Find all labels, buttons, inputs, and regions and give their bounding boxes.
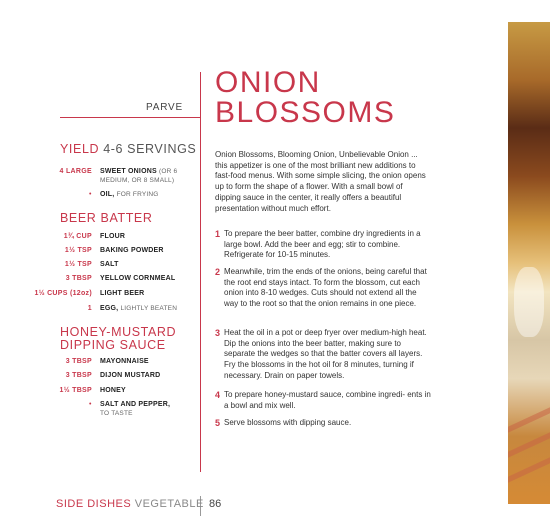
yield-value: 4-6 SERVINGS [103, 142, 197, 156]
sauce-heading [60, 326, 176, 352]
ingredient-qty: 4 LARGE [59, 168, 92, 175]
ingredient-name: BAKING POWDER [100, 247, 164, 254]
footer-subsection-label: VEGETABLE [134, 498, 204, 510]
photo-highlight [514, 267, 544, 337]
ingredient-name [100, 167, 198, 185]
ingredient-name [100, 304, 198, 313]
ingredient-name: MAYONNAISE [100, 358, 149, 365]
step-number: 1 [215, 229, 221, 239]
ingredient-name [100, 400, 198, 418]
step-text: To prepare honey-mustard sauce, combine ingredi- ents in a bowl and mix well. [224, 390, 431, 410]
step-number: 2 [215, 267, 221, 277]
ingredient-name-text: EGG, [100, 305, 119, 312]
ingredient-name: LIGHT BEER [100, 290, 145, 297]
step-text: To prepare the beer batter, combine dry ingredients in a large bowl. Add the beer and egg; stir to combine. Refrigerate for 10-15 minutes. [224, 229, 421, 260]
ingredient-name: DIJON MUSTARD [100, 372, 161, 379]
ingredient-note: TO TASTE [100, 410, 133, 417]
ingredient-qty: 1½ TSP [64, 247, 92, 254]
ingredient-name [100, 190, 198, 199]
category-label: PARVE [146, 102, 183, 113]
yield-heading [60, 143, 196, 156]
ingredient-qty: 1 [87, 305, 92, 312]
step-number: 5 [215, 418, 221, 428]
ingredient-qty: 3 TBSP [65, 358, 92, 365]
ingredient-qty: 3 TBSP [65, 372, 92, 379]
footer-section-label: SIDE DISHES [56, 498, 132, 510]
ingredient-note: (OR 6 MEDIUM, OR 8 SMALL) [100, 168, 178, 184]
footer-section [56, 498, 204, 510]
header-divider [60, 117, 200, 118]
photo-napkin-stripe [508, 407, 550, 433]
sauce-heading-line2: DIPPING SAUCE [60, 338, 166, 352]
step-number: 4 [215, 390, 221, 400]
ingredient-note: LIGHTLY BEATEN [120, 305, 178, 312]
ingredient-name: YELLOW CORNMEAL [100, 275, 176, 282]
recipe-title-line1: ONION [215, 66, 321, 99]
bullet-icon: • [89, 401, 92, 408]
step-text: Meanwhile, trim the ends of the onions, being careful that the root end stays intact. To form the blossom, cut each onion into 8-10 wedges. Cuts should not extend all the way to the root so that the onion remains in one piece. [224, 267, 427, 309]
ingredient-name: HONEY [100, 387, 126, 394]
ingredient-qty: 1½ CUPS (12oz) [34, 290, 92, 297]
ingredient-name-text: SALT AND PEPPER, [100, 401, 171, 408]
recipe-title [215, 68, 395, 128]
ingredient-qty: 1½ TSP [64, 261, 92, 268]
yield-label: YIELD [60, 142, 100, 156]
step-number: 3 [215, 328, 221, 338]
column-divider [200, 72, 201, 472]
recipe-title-line2: BLOSSOMS [215, 96, 396, 129]
sauce-heading-line1: HONEY-MUSTARD [60, 325, 177, 339]
food-photo [508, 22, 550, 504]
ingredient-name-text: SWEET ONIONS [100, 168, 157, 175]
ingredient-qty: 1½ TBSP [59, 387, 92, 394]
ingredient-note: FOR FRYING [116, 191, 159, 198]
page-number: 86 [209, 498, 222, 510]
photo-napkin-stripe [508, 432, 550, 458]
step-text: Serve blossoms with dipping sauce. [224, 418, 352, 427]
step-text: Heat the oil in a pot or deep fryer over medium-high heat. Dip the onions into the beer batter, making sure to separate the wedges so that the batter covers all layers. Fry the blossoms in the hot oil for 8 minutes, turning if necessary. Drain on paper towels. [224, 328, 427, 380]
bullet-icon: • [89, 191, 92, 198]
recipe-intro: Onion Blossoms, Blooming Onion, Unbelievable Onion ... this appetizer is one of the most brilliant new additions to fast-food menus. With some simple slicing, the onion opens up to form the shape of a flower. With a small bowl of dipping sauce in the center, it really offers a beautiful presentation without much effort. [215, 150, 426, 213]
ingredient-qty: 1¾ CUP [63, 233, 92, 240]
ingredient-name-text: OIL, [100, 191, 115, 198]
ingredient-name: FLOUR [100, 233, 126, 240]
ingredient-qty: 3 TBSP [65, 275, 92, 282]
ingredient-name: SALT [100, 261, 119, 268]
photo-napkin-stripe [508, 457, 550, 483]
beer-batter-heading: BEER BATTER [60, 211, 153, 225]
